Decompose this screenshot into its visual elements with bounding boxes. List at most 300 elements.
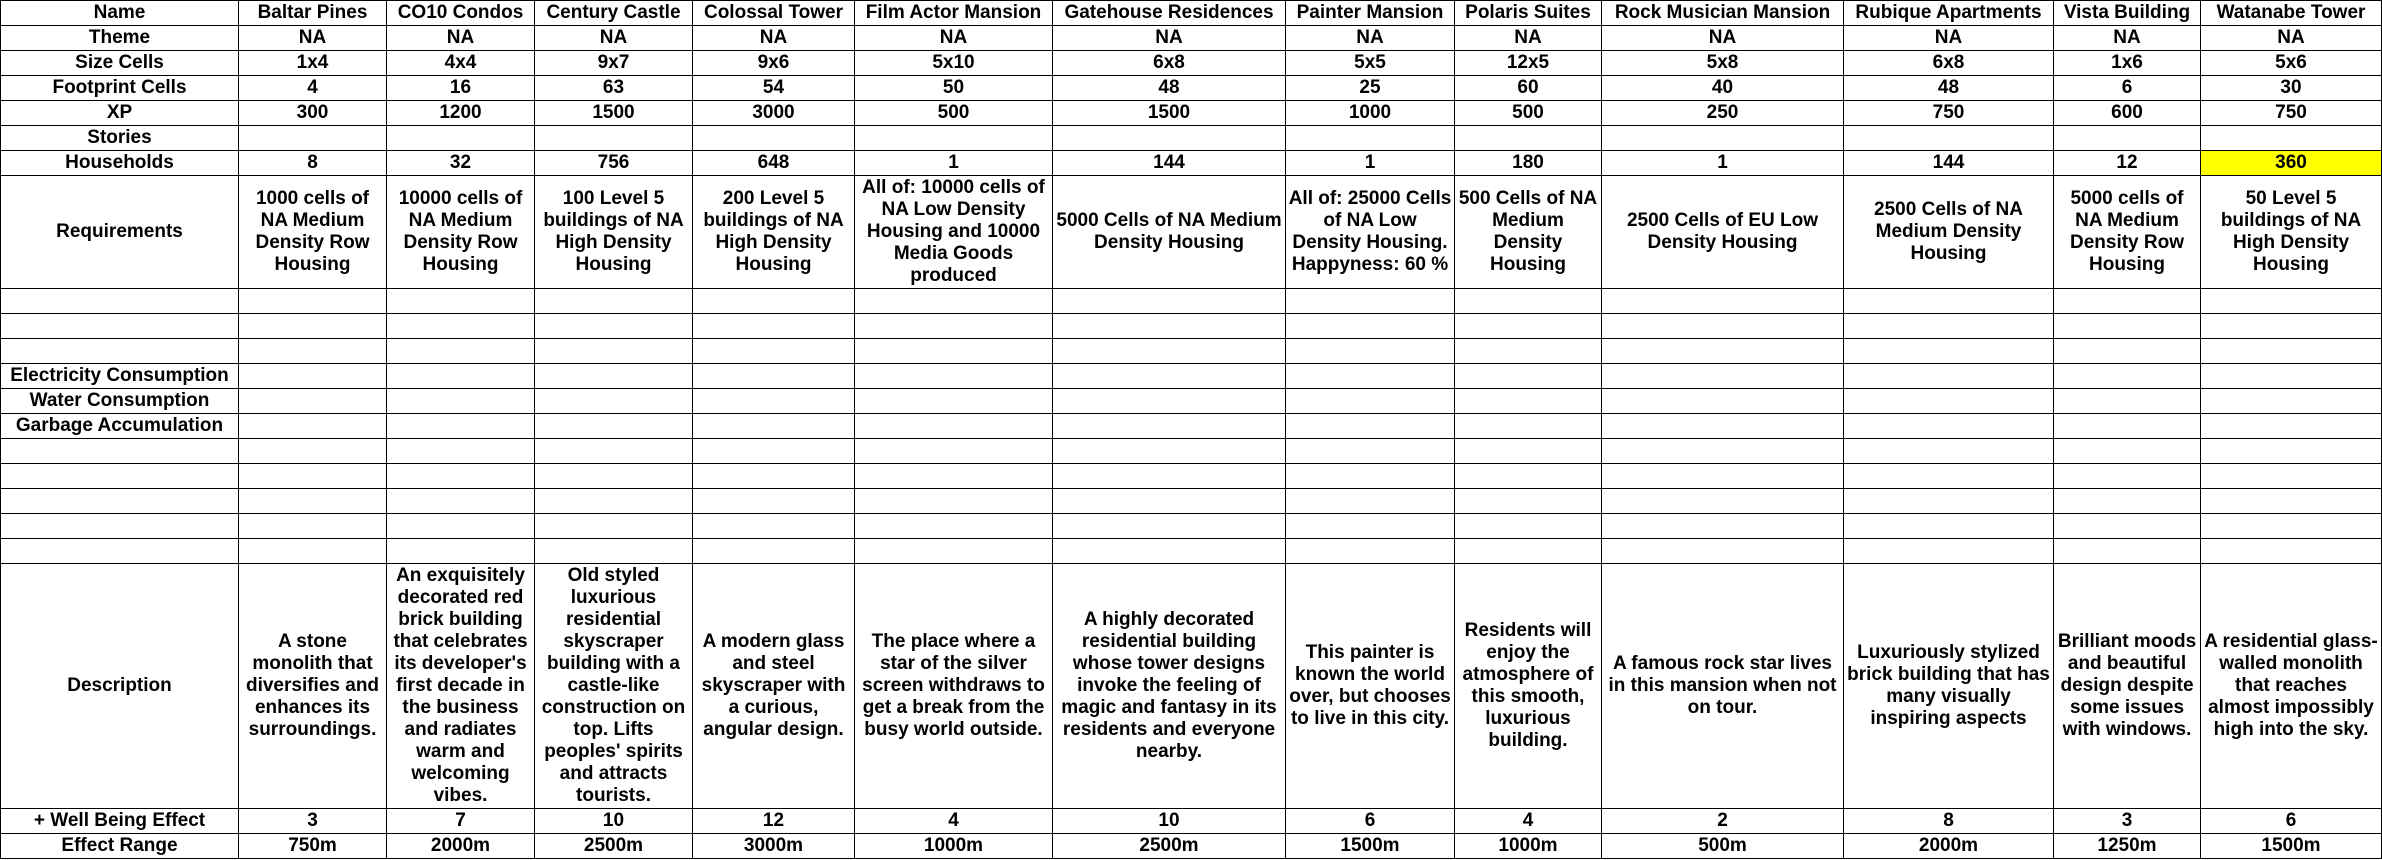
data-cell[interactable] — [1844, 414, 2054, 439]
data-cell[interactable] — [239, 126, 387, 151]
data-cell[interactable] — [387, 364, 535, 389]
data-cell[interactable] — [535, 464, 693, 489]
data-cell[interactable] — [1602, 314, 1844, 339]
row-xp — [1, 101, 2382, 126]
data-cell[interactable]: 250 — [1602, 101, 1844, 126]
data-cell[interactable]: 6x8 — [1053, 51, 1286, 76]
data-cell[interactable] — [1455, 539, 1602, 564]
data-cell[interactable]: 30 — [2201, 76, 2382, 101]
data-cell[interactable] — [2054, 364, 2201, 389]
data-cell[interactable] — [535, 289, 693, 314]
row-label-cell[interactable] — [1, 439, 239, 464]
data-cell[interactable] — [1286, 389, 1455, 414]
data-cell[interactable]: 500 Cells of NA Medium Density Housing — [1455, 176, 1602, 289]
data-cell[interactable] — [2201, 464, 2382, 489]
data-cell[interactable]: 2000m — [1844, 834, 2054, 859]
data-cell[interactable] — [1602, 464, 1844, 489]
data-cell[interactable] — [1286, 289, 1455, 314]
data-cell[interactable] — [1844, 364, 2054, 389]
data-cell[interactable] — [2201, 314, 2382, 339]
row-label-cell[interactable] — [1, 464, 239, 489]
data-cell[interactable]: 756 — [535, 151, 693, 176]
row-label-cell[interactable]: + Well Being Effect — [1, 809, 239, 834]
data-cell[interactable]: 50 Level 5 buildings of NA High Density Housing — [2201, 176, 2382, 289]
data-cell[interactable] — [1455, 414, 1602, 439]
data-cell[interactable] — [1602, 514, 1844, 539]
data-cell[interactable]: 750 — [2201, 101, 2382, 126]
row-blank3 — [1, 339, 2382, 364]
row-footprint — [1, 76, 2382, 101]
data-cell[interactable] — [693, 339, 855, 364]
data-cell[interactable]: 4 — [855, 809, 1053, 834]
row-label-cell[interactable]: Footprint Cells — [1, 76, 239, 101]
data-cell[interactable] — [2201, 489, 2382, 514]
data-cell[interactable]: 54 — [693, 76, 855, 101]
data-cell[interactable] — [1844, 439, 2054, 464]
row-label-cell[interactable]: Stories — [1, 126, 239, 151]
data-cell[interactable]: 12x5 — [1455, 51, 1602, 76]
data-cell[interactable] — [1286, 539, 1455, 564]
data-cell[interactable] — [239, 389, 387, 414]
data-cell[interactable]: NA — [535, 26, 693, 51]
row-label-cell[interactable] — [1, 539, 239, 564]
data-cell[interactable]: 5x6 — [2201, 51, 2382, 76]
data-cell[interactable] — [693, 126, 855, 151]
data-cell[interactable] — [855, 314, 1053, 339]
column-header-cell[interactable]: Polaris Suites — [1455, 1, 1602, 26]
row-electricity — [1, 364, 2382, 389]
data-cell[interactable]: 1 — [1602, 151, 1844, 176]
data-cell[interactable] — [2201, 539, 2382, 564]
column-header-cell[interactable]: Rubique Apartments — [1844, 1, 2054, 26]
data-cell[interactable]: 8 — [239, 151, 387, 176]
data-cell[interactable] — [239, 364, 387, 389]
data-cell[interactable] — [1844, 464, 2054, 489]
data-cell[interactable] — [239, 439, 387, 464]
data-cell[interactable]: 48 — [1844, 76, 2054, 101]
data-cell[interactable] — [387, 414, 535, 439]
data-cell[interactable]: 180 — [1455, 151, 1602, 176]
column-header-cell[interactable]: Century Castle — [535, 1, 693, 26]
data-cell[interactable] — [1053, 339, 1286, 364]
data-cell[interactable] — [1286, 414, 1455, 439]
row-label-cell[interactable]: Effect Range — [1, 834, 239, 859]
row-blank8 — [1, 539, 2382, 564]
data-cell[interactable]: All of: 25000 Cells of NA Low Density Housing. Happyness: 60 % — [1286, 176, 1455, 289]
data-cell[interactable]: 10 — [1053, 809, 1286, 834]
data-cell[interactable] — [855, 389, 1053, 414]
data-cell[interactable] — [693, 389, 855, 414]
data-cell[interactable]: 1000 — [1286, 101, 1455, 126]
row-label-cell[interactable]: Electricity Consumption — [1, 364, 239, 389]
data-cell[interactable]: NA — [387, 26, 535, 51]
data-cell[interactable]: 1000m — [855, 834, 1053, 859]
data-cell[interactable]: 3 — [239, 809, 387, 834]
data-cell[interactable]: 5000 cells of NA Medium Density Row Housing — [2054, 176, 2201, 289]
data-cell[interactable] — [855, 514, 1053, 539]
data-cell[interactable]: 1 — [855, 151, 1053, 176]
data-cell[interactable] — [1053, 489, 1286, 514]
data-cell[interactable] — [693, 464, 855, 489]
data-cell[interactable] — [1844, 489, 2054, 514]
data-cell[interactable]: NA — [1844, 26, 2054, 51]
column-header-cell[interactable]: Rock Musician Mansion — [1602, 1, 1844, 26]
column-header-cell[interactable]: Watanabe Tower — [2201, 1, 2382, 26]
data-cell[interactable]: 6x8 — [1844, 51, 2054, 76]
data-cell[interactable] — [1844, 514, 2054, 539]
row-label-cell[interactable]: Requirements — [1, 176, 239, 289]
data-cell[interactable] — [1053, 414, 1286, 439]
data-cell[interactable] — [1602, 364, 1844, 389]
row-size — [1, 51, 2382, 76]
data-cell[interactable] — [1602, 489, 1844, 514]
data-cell[interactable] — [535, 439, 693, 464]
data-cell[interactable] — [2054, 126, 2201, 151]
data-cell[interactable] — [1286, 364, 1455, 389]
row-garbage — [1, 414, 2382, 439]
data-cell[interactable] — [1053, 464, 1286, 489]
column-header-cell[interactable]: CO10 Condos — [387, 1, 535, 26]
data-cell[interactable] — [2201, 364, 2382, 389]
row-requirements — [1, 176, 2382, 289]
data-cell[interactable] — [1602, 339, 1844, 364]
data-cell[interactable] — [1286, 339, 1455, 364]
data-cell[interactable]: 6 — [2054, 76, 2201, 101]
data-cell[interactable] — [535, 514, 693, 539]
data-cell[interactable]: 500m — [1602, 834, 1844, 859]
data-cell[interactable] — [387, 439, 535, 464]
data-cell[interactable]: 32 — [387, 151, 535, 176]
data-cell[interactable]: NA — [1286, 26, 1455, 51]
row-label-cell[interactable] — [1, 314, 239, 339]
data-cell[interactable] — [387, 514, 535, 539]
data-cell[interactable] — [1286, 126, 1455, 151]
data-cell[interactable] — [2201, 439, 2382, 464]
data-cell[interactable]: NA — [239, 26, 387, 51]
data-cell[interactable]: 500 — [1455, 101, 1602, 126]
data-cell[interactable]: Luxuriously stylized brick building that has many visually inspiring aspects — [1844, 564, 2054, 809]
data-cell[interactable]: 144 — [1053, 151, 1286, 176]
data-cell[interactable]: 40 — [1602, 76, 1844, 101]
data-cell[interactable]: NA — [1455, 26, 1602, 51]
data-cell[interactable]: 12 — [693, 809, 855, 834]
data-cell[interactable] — [693, 514, 855, 539]
data-cell[interactable] — [693, 489, 855, 514]
data-cell[interactable] — [855, 126, 1053, 151]
data-cell[interactable] — [1053, 514, 1286, 539]
data-cell[interactable]: 1000m — [1455, 834, 1602, 859]
data-cell[interactable] — [387, 389, 535, 414]
column-header-cell[interactable]: Painter Mansion — [1286, 1, 1455, 26]
data-cell[interactable] — [693, 414, 855, 439]
data-cell[interactable] — [387, 339, 535, 364]
data-cell[interactable]: All of: 10000 cells of NA Low Density Housing and 10000 Media Goods produced — [855, 176, 1053, 289]
data-cell[interactable] — [1455, 126, 1602, 151]
data-cell[interactable]: 6 — [2201, 809, 2382, 834]
data-cell[interactable]: 2500 Cells of EU Low Density Housing — [1602, 176, 1844, 289]
data-cell[interactable]: 7 — [387, 809, 535, 834]
data-cell[interactable] — [693, 439, 855, 464]
row-label-cell[interactable]: Garbage Accumulation — [1, 414, 239, 439]
data-cell[interactable] — [855, 289, 1053, 314]
data-cell[interactable]: 2500m — [1053, 834, 1286, 859]
data-cell[interactable]: 2000m — [387, 834, 535, 859]
row-label-cell[interactable]: Size Cells — [1, 51, 239, 76]
data-cell[interactable] — [855, 364, 1053, 389]
data-cell[interactable] — [1602, 126, 1844, 151]
data-cell[interactable] — [1286, 464, 1455, 489]
header-row — [1, 1, 2382, 26]
data-cell[interactable] — [535, 489, 693, 514]
data-cell[interactable]: Brilliant moods and beautiful design despite some issues with windows. — [2054, 564, 2201, 809]
data-cell[interactable] — [239, 339, 387, 364]
data-cell[interactable] — [693, 314, 855, 339]
data-cell[interactable] — [1286, 514, 1455, 539]
data-cell[interactable]: 1500 — [535, 101, 693, 126]
data-cell[interactable] — [1455, 339, 1602, 364]
data-cell[interactable]: 1250m — [2054, 834, 2201, 859]
data-cell[interactable] — [1455, 314, 1602, 339]
data-cell[interactable] — [855, 539, 1053, 564]
data-cell[interactable]: 25 — [1286, 76, 1455, 101]
row-label-cell[interactable]: Households — [1, 151, 239, 176]
data-cell[interactable]: 750 — [1844, 101, 2054, 126]
row-label-cell[interactable] — [1, 514, 239, 539]
data-cell[interactable]: 12 — [2054, 151, 2201, 176]
data-cell[interactable] — [535, 339, 693, 364]
data-cell[interactable]: 5x10 — [855, 51, 1053, 76]
data-cell[interactable] — [2054, 414, 2201, 439]
data-cell[interactable]: 1x4 — [239, 51, 387, 76]
data-cell[interactable]: 600 — [2054, 101, 2201, 126]
row-label-cell[interactable] — [1, 339, 239, 364]
data-cell[interactable] — [2054, 489, 2201, 514]
row-label-cell[interactable]: Water Consumption — [1, 389, 239, 414]
data-cell[interactable]: This painter is known the world over, but chooses to live in this city. — [1286, 564, 1455, 809]
data-cell[interactable] — [2201, 339, 2382, 364]
data-cell[interactable]: 10 — [535, 809, 693, 834]
data-cell[interactable] — [239, 289, 387, 314]
data-cell[interactable] — [693, 539, 855, 564]
data-cell[interactable] — [387, 289, 535, 314]
data-cell[interactable]: 200 Level 5 buildings of NA High Density Housing — [693, 176, 855, 289]
column-header-cell[interactable]: Vista Building — [2054, 1, 2201, 26]
data-cell[interactable] — [1844, 289, 2054, 314]
data-cell[interactable] — [1286, 439, 1455, 464]
data-cell[interactable] — [535, 364, 693, 389]
data-cell[interactable]: 300 — [239, 101, 387, 126]
data-cell[interactable]: 4 — [1455, 809, 1602, 834]
row-label-cell[interactable]: XP — [1, 101, 239, 126]
data-cell[interactable] — [693, 364, 855, 389]
data-cell[interactable] — [855, 439, 1053, 464]
data-cell[interactable]: NA — [2201, 26, 2382, 51]
data-cell[interactable]: A residential glass-walled monolith that reaches almost impossibly high into the sky. — [2201, 564, 2382, 809]
data-cell[interactable]: 5x8 — [1602, 51, 1844, 76]
data-cell[interactable]: NA — [1053, 26, 1286, 51]
data-cell[interactable] — [387, 464, 535, 489]
data-cell[interactable] — [239, 539, 387, 564]
data-cell[interactable] — [1053, 539, 1286, 564]
data-cell[interactable] — [535, 539, 693, 564]
data-cell[interactable]: 1500m — [1286, 834, 1455, 859]
data-cell[interactable]: Old styled luxurious residential skyscraper building with a castle-like construction on top. Lifts peoples' spirits and attracts tourists. — [535, 564, 693, 809]
data-cell[interactable] — [387, 314, 535, 339]
data-cell[interactable] — [2054, 289, 2201, 314]
data-cell[interactable] — [1844, 339, 2054, 364]
data-cell[interactable] — [1602, 414, 1844, 439]
data-cell[interactable] — [535, 314, 693, 339]
data-cell[interactable] — [1053, 389, 1286, 414]
data-cell[interactable] — [535, 126, 693, 151]
data-cell[interactable]: An exquisitely decorated red brick building that celebrates its developer's first decade in the business and radiates warm and welcoming vibes. — [387, 564, 535, 809]
row-label-cell[interactable] — [1, 289, 239, 314]
data-cell[interactable]: 9x7 — [535, 51, 693, 76]
column-header-cell[interactable]: Film Actor Mansion — [855, 1, 1053, 26]
data-cell[interactable]: 3 — [2054, 809, 2201, 834]
header-cell-name[interactable]: Name — [1, 1, 239, 26]
data-cell[interactable] — [2201, 414, 2382, 439]
data-cell[interactable]: 1 — [1286, 151, 1455, 176]
data-cell[interactable] — [387, 126, 535, 151]
data-cell[interactable]: Residents will enjoy the atmosphere of this smooth, luxurious building. — [1455, 564, 1602, 809]
data-cell[interactable]: 1000 cells of NA Medium Density Row Housing — [239, 176, 387, 289]
data-cell[interactable]: 648 — [693, 151, 855, 176]
data-cell[interactable] — [239, 464, 387, 489]
data-cell[interactable]: NA — [2054, 26, 2201, 51]
data-cell[interactable] — [1602, 539, 1844, 564]
data-cell[interactable] — [1602, 389, 1844, 414]
data-cell[interactable] — [1602, 439, 1844, 464]
data-cell[interactable]: 3000m — [693, 834, 855, 859]
data-cell[interactable] — [1455, 514, 1602, 539]
data-cell[interactable] — [1455, 489, 1602, 514]
data-cell[interactable]: 500 — [855, 101, 1053, 126]
data-cell[interactable]: 16 — [387, 76, 535, 101]
data-cell[interactable] — [1053, 314, 1286, 339]
data-cell[interactable] — [2201, 514, 2382, 539]
data-cell[interactable] — [1053, 364, 1286, 389]
data-cell[interactable] — [1844, 126, 2054, 151]
data-cell[interactable]: 1500 — [1053, 101, 1286, 126]
data-cell[interactable] — [2201, 126, 2382, 151]
data-cell[interactable]: 360 — [2201, 151, 2382, 176]
data-cell[interactable] — [1602, 289, 1844, 314]
row-blank7 — [1, 514, 2382, 539]
data-cell[interactable] — [1455, 439, 1602, 464]
data-cell[interactable]: 2 — [1602, 809, 1844, 834]
data-cell[interactable]: 6 — [1286, 809, 1455, 834]
data-cell[interactable]: 9x6 — [693, 51, 855, 76]
data-cell[interactable]: 10000 cells of NA Medium Density Row Housing — [387, 176, 535, 289]
data-cell[interactable] — [239, 414, 387, 439]
data-cell[interactable] — [239, 514, 387, 539]
data-cell[interactable] — [2054, 539, 2201, 564]
data-cell[interactable]: NA — [855, 26, 1053, 51]
data-cell[interactable] — [693, 289, 855, 314]
data-cell[interactable]: 2500 Cells of NA Medium Density Housing — [1844, 176, 2054, 289]
data-cell[interactable] — [2201, 389, 2382, 414]
data-cell[interactable]: 50 — [855, 76, 1053, 101]
data-cell[interactable] — [1455, 389, 1602, 414]
row-blank4 — [1, 439, 2382, 464]
data-cell[interactable]: 1500m — [2201, 834, 2382, 859]
data-cell[interactable]: 5000 Cells of NA Medium Density Housing — [1053, 176, 1286, 289]
data-cell[interactable]: NA — [693, 26, 855, 51]
data-cell[interactable] — [239, 489, 387, 514]
data-cell[interactable] — [1455, 364, 1602, 389]
data-cell[interactable]: 4 — [239, 76, 387, 101]
data-cell[interactable] — [535, 414, 693, 439]
data-cell[interactable]: A stone monolith that diversifies and enhances its surroundings. — [239, 564, 387, 809]
data-cell[interactable] — [2054, 464, 2201, 489]
data-cell[interactable]: The place where a star of the silver screen withdraws to get a break from the busy world outside. — [855, 564, 1053, 809]
data-cell[interactable] — [855, 414, 1053, 439]
data-cell[interactable]: 48 — [1053, 76, 1286, 101]
data-cell[interactable]: 3000 — [693, 101, 855, 126]
data-cell[interactable] — [2054, 514, 2201, 539]
row-water — [1, 389, 2382, 414]
row-label-cell[interactable]: Theme — [1, 26, 239, 51]
data-cell[interactable] — [1455, 289, 1602, 314]
data-cell[interactable]: 63 — [535, 76, 693, 101]
data-cell[interactable]: 1200 — [387, 101, 535, 126]
data-cell[interactable] — [1455, 464, 1602, 489]
data-cell[interactable]: 100 Level 5 buildings of NA High Density Housing — [535, 176, 693, 289]
row-label-cell[interactable]: Description — [1, 564, 239, 809]
data-cell[interactable]: 750m — [239, 834, 387, 859]
data-cell[interactable] — [1053, 289, 1286, 314]
row-households — [1, 151, 2382, 176]
data-cell[interactable] — [2054, 389, 2201, 414]
data-cell[interactable] — [855, 339, 1053, 364]
data-cell[interactable] — [2201, 289, 2382, 314]
row-blank1 — [1, 289, 2382, 314]
data-cell[interactable]: A highly decorated residential building whose tower designs invoke the feeling of magic and fantasy in its residents and everyone nearby. — [1053, 564, 1286, 809]
data-cell[interactable] — [387, 489, 535, 514]
row-label-cell[interactable] — [1, 489, 239, 514]
data-cell[interactable] — [2054, 339, 2201, 364]
data-cell[interactable] — [535, 389, 693, 414]
data-cell[interactable]: 8 — [1844, 809, 2054, 834]
data-cell[interactable]: A famous rock star lives in this mansion when not on tour. — [1602, 564, 1844, 809]
column-header-cell[interactable]: Gatehouse Residences — [1053, 1, 1286, 26]
data-cell[interactable] — [1286, 489, 1455, 514]
data-cell[interactable] — [1286, 314, 1455, 339]
data-cell[interactable] — [2054, 314, 2201, 339]
column-header-cell[interactable]: Baltar Pines — [239, 1, 387, 26]
data-cell[interactable]: 4x4 — [387, 51, 535, 76]
data-cell[interactable]: 1x6 — [2054, 51, 2201, 76]
data-cell[interactable] — [1053, 126, 1286, 151]
data-cell[interactable] — [387, 539, 535, 564]
data-cell[interactable] — [1053, 439, 1286, 464]
data-cell[interactable]: 5x5 — [1286, 51, 1455, 76]
data-cell[interactable] — [2054, 439, 2201, 464]
column-header-cell[interactable]: Colossal Tower — [693, 1, 855, 26]
data-cell[interactable] — [239, 314, 387, 339]
data-cell[interactable] — [1844, 389, 2054, 414]
data-cell[interactable] — [1844, 314, 2054, 339]
data-cell[interactable]: A modern glass and steel skyscraper with a curious, angular design. — [693, 564, 855, 809]
data-cell[interactable]: NA — [1602, 26, 1844, 51]
data-cell[interactable]: 60 — [1455, 76, 1602, 101]
data-cell[interactable] — [855, 464, 1053, 489]
data-cell[interactable]: 2500m — [535, 834, 693, 859]
data-cell[interactable] — [855, 489, 1053, 514]
data-cell[interactable] — [1844, 539, 2054, 564]
data-cell[interactable]: 144 — [1844, 151, 2054, 176]
